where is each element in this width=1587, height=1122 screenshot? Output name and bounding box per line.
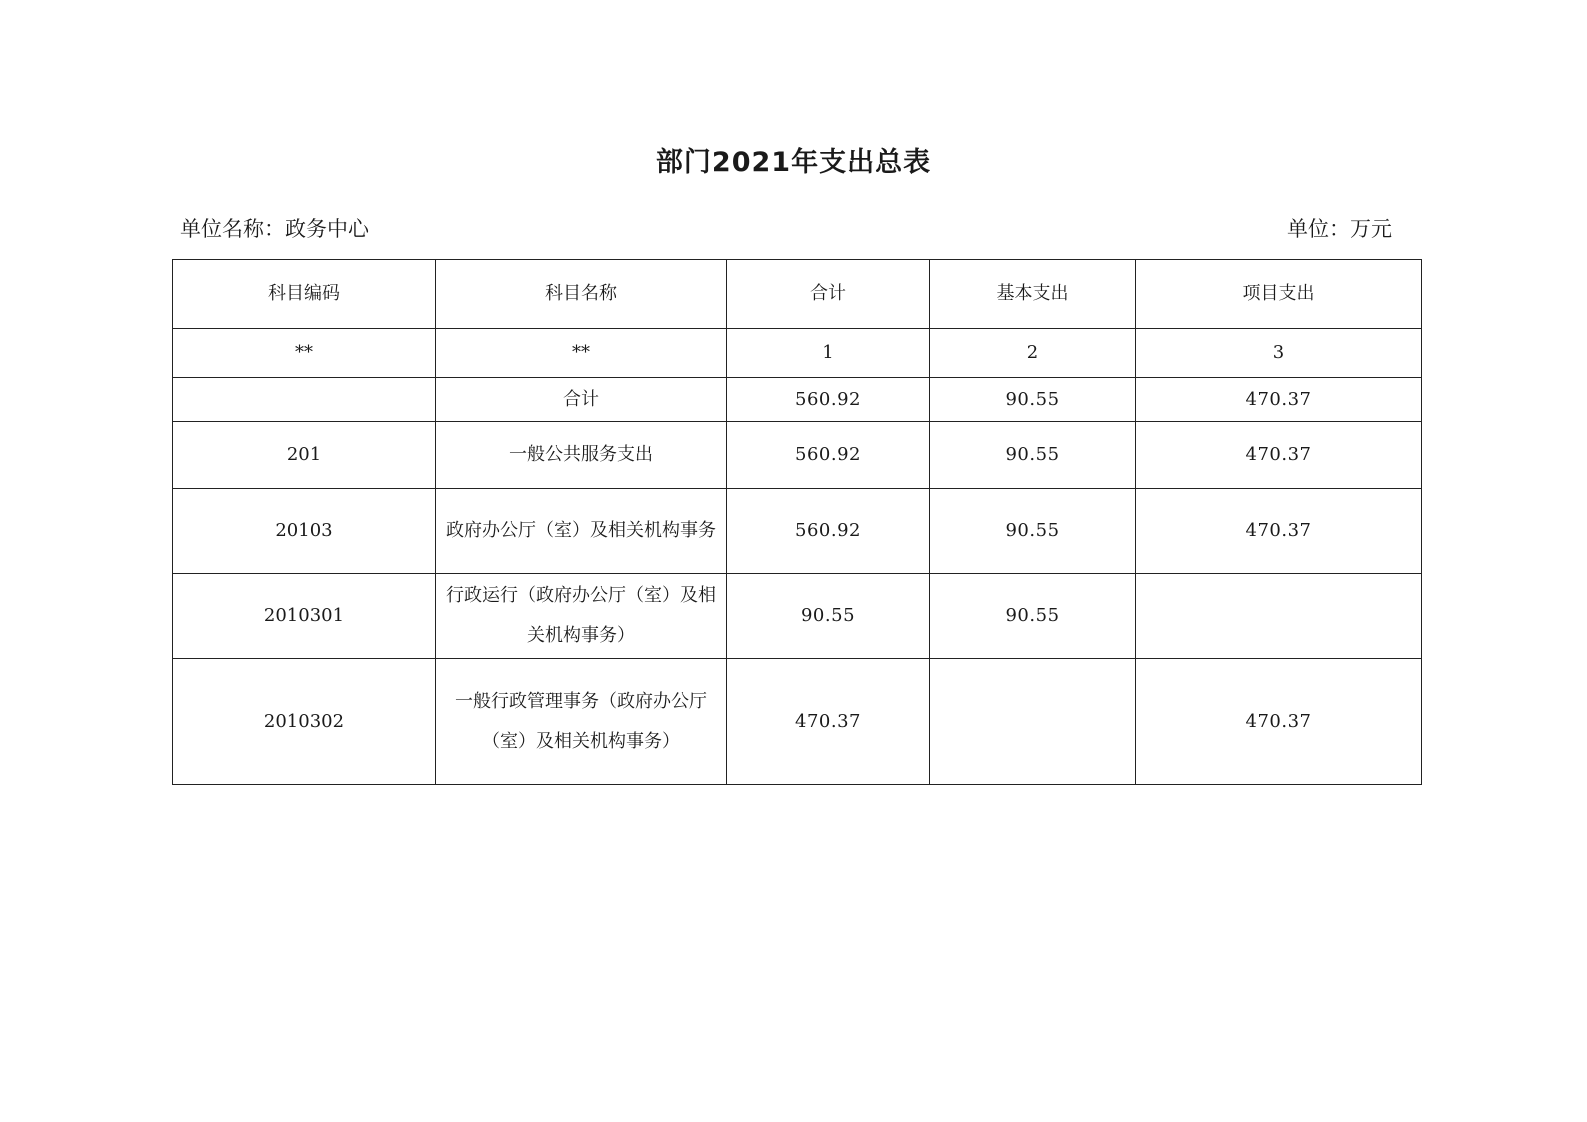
header-subject-name: 科目名称	[436, 260, 727, 329]
table-row	[173, 574, 1422, 659]
total-cell: 90.55	[727, 574, 930, 659]
index-cell: **	[173, 329, 436, 378]
table-row	[173, 659, 1422, 785]
table-index-row	[173, 329, 1422, 378]
subject-code-cell: 20103	[173, 489, 436, 574]
index-cell: **	[436, 329, 727, 378]
index-cell: 2	[930, 329, 1136, 378]
subject-name-cell: 合计	[436, 378, 727, 422]
subject-name-cell: 行政运行（政府办公厅（室）及相关机构事务）	[436, 574, 727, 659]
subject-name-cell: 一般行政管理事务（政府办公厅（室）及相关机构事务）	[436, 659, 727, 785]
subject-name-cell: 一般公共服务支出	[436, 422, 727, 489]
index-cell: 1	[727, 329, 930, 378]
total-cell: 560.92	[727, 378, 930, 422]
index-cell: 3	[1136, 329, 1422, 378]
total-cell: 470.37	[727, 659, 930, 785]
table-row	[173, 489, 1422, 574]
header-subject-code: 科目编码	[173, 260, 436, 329]
project-expense-cell: 470.37	[1136, 422, 1422, 489]
total-cell: 560.92	[727, 422, 930, 489]
table-header-row	[173, 260, 1422, 329]
header-project-expense: 项目支出	[1136, 260, 1422, 329]
basic-expense-cell: 90.55	[930, 422, 1136, 489]
subject-name-cell: 政府办公厅（室）及相关机构事务	[436, 489, 727, 574]
basic-expense-cell: 90.55	[930, 378, 1136, 422]
expense-table	[172, 259, 1422, 785]
header-basic-expense: 基本支出	[930, 260, 1136, 329]
project-expense-cell: 470.37	[1136, 659, 1422, 785]
subject-code-cell	[173, 378, 436, 422]
basic-expense-cell: 90.55	[930, 574, 1136, 659]
unit-measure-label: 单位：万元	[1287, 217, 1392, 241]
subject-code-cell: 201	[173, 422, 436, 489]
header-total: 合计	[727, 260, 930, 329]
subject-code-cell: 2010302	[173, 659, 436, 785]
table-row	[173, 378, 1422, 422]
unit-name-label: 单位名称：政务中心	[180, 217, 369, 241]
subject-code-cell: 2010301	[173, 574, 436, 659]
project-expense-cell: 470.37	[1136, 378, 1422, 422]
basic-expense-cell	[930, 659, 1136, 785]
project-expense-cell	[1136, 574, 1422, 659]
basic-expense-cell: 90.55	[930, 489, 1136, 574]
total-cell: 560.92	[727, 489, 930, 574]
page-title: 部门2021年支出总表	[655, 147, 932, 178]
table-row	[173, 422, 1422, 489]
project-expense-cell: 470.37	[1136, 489, 1422, 574]
